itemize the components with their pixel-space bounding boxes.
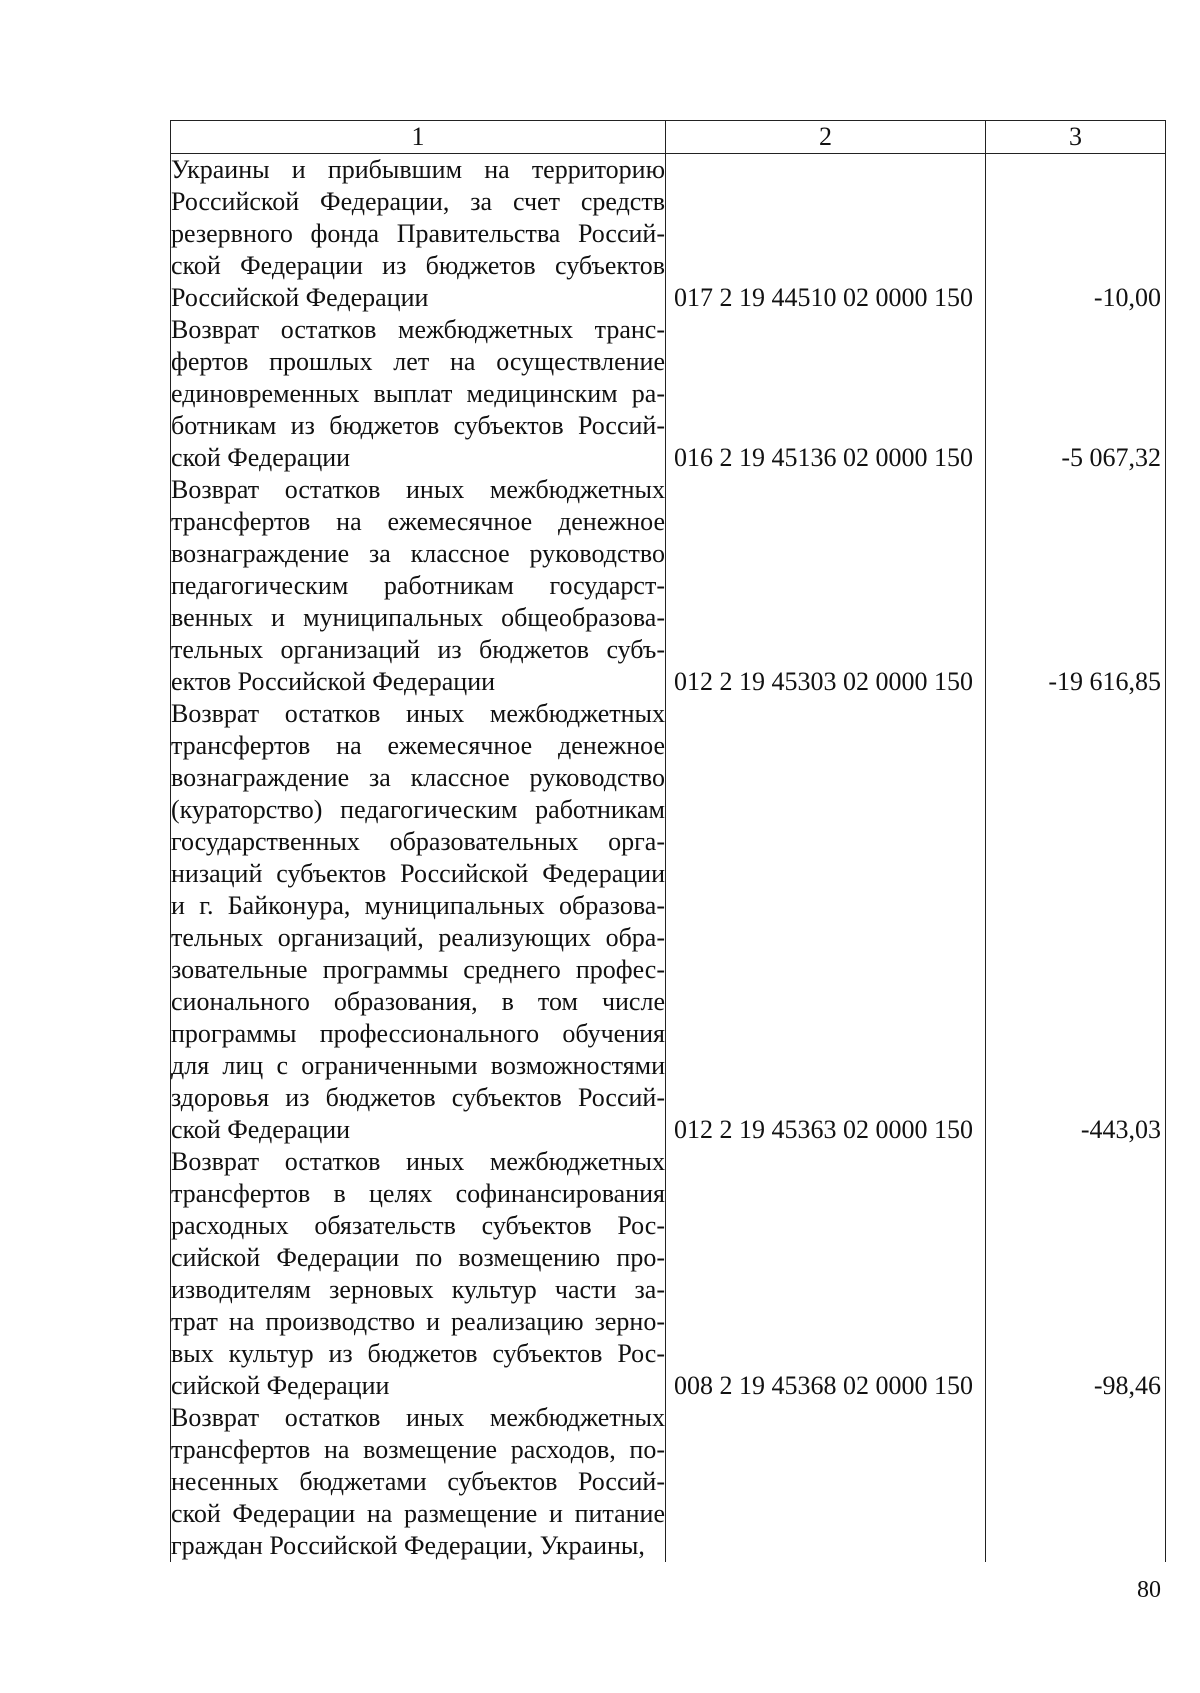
- amount-value: -5 067,32: [1061, 443, 1161, 472]
- description-line: тельных организаций, реализующих обра-: [171, 923, 665, 952]
- description-line: ской Федерации: [171, 1115, 351, 1144]
- description-line: зовательные программы среднего профес-: [171, 955, 665, 984]
- description-line: Возврат остатков межбюджетных транс-: [171, 315, 665, 344]
- table-body-row: [171, 154, 1166, 1563]
- description-line: Украины и прибывшим на территорию: [171, 155, 665, 184]
- column-header-1: 1: [171, 121, 666, 154]
- table-row: [171, 698, 665, 1146]
- description-line: Российской Федерации, за счет средств: [171, 187, 665, 216]
- description-line: расходных обязательств субъектов Рос-: [171, 1211, 665, 1240]
- description-line: вознаграждение за классное руководство: [171, 539, 665, 568]
- column-header-2: 2: [666, 121, 986, 154]
- description-line: фертов прошлых лет на осуществление: [171, 347, 665, 376]
- table-row: [171, 474, 665, 698]
- description-line: трансфертов на ежемесячное денежное: [171, 507, 665, 536]
- page-number: 80: [1137, 1577, 1161, 1603]
- description-line: здоровья из бюджетов субъектов Россий-: [171, 1083, 665, 1112]
- column-header-3: 3: [986, 121, 1166, 154]
- description-line: граждан Российской Федерации, Украины,: [171, 1531, 645, 1560]
- description-line: сийской Федерации по возмещению про-: [171, 1243, 665, 1272]
- amount-value: -443,03: [1080, 1115, 1161, 1144]
- description-line: вознаграждение за классное руководство: [171, 763, 665, 792]
- budget-table: [170, 120, 1166, 1562]
- budget-code: 008 2 19 45368 02 0000 150: [674, 1371, 973, 1400]
- table-row: [171, 1146, 665, 1402]
- description-line: программы профессионального обучения: [171, 1019, 665, 1048]
- amount-value: -98,46: [1093, 1371, 1161, 1400]
- description-line: Возврат остатков иных межбюджетных: [171, 699, 665, 728]
- description-line: тельных организаций из бюджетов субъ-: [171, 635, 665, 664]
- description-line: Возврат остатков иных межбюджетных: [171, 1403, 665, 1432]
- description-line: Возврат остатков иных межбюджетных: [171, 475, 665, 504]
- code-column: [666, 154, 986, 1563]
- description-line: трат на производство и реализацию зерно-: [171, 1307, 665, 1336]
- description-line: изводителям зерновых культур части за-: [171, 1275, 665, 1304]
- amount-column: [986, 154, 1166, 1563]
- description-line: ботникам из бюджетов субъектов Россий-: [171, 411, 665, 440]
- table-row: [171, 154, 665, 314]
- description-line: вых культур из бюджетов субъектов Рос-: [171, 1339, 665, 1368]
- description-line: педагогическим работникам государст-: [171, 571, 665, 600]
- description-line: низаций субъектов Российской Федерации: [171, 859, 665, 888]
- description-line: ской Федерации на размещение и питание: [171, 1499, 665, 1528]
- description-line: трансфертов на возмещение расходов, по-: [171, 1435, 665, 1464]
- table-header-row: [171, 121, 1166, 154]
- description-line: (кураторство) педагогическим работникам: [171, 795, 665, 824]
- description-line: ектов Российской Федерации: [171, 667, 496, 696]
- budget-code: 016 2 19 45136 02 0000 150: [674, 443, 973, 472]
- description-line: единовременных выплат медицинским ра-: [171, 379, 665, 408]
- amount-value: -10,00: [1093, 283, 1161, 312]
- description-line: для лиц с ограниченными возможностями: [171, 1051, 665, 1080]
- description-line: трансфертов в целях софинансирования: [171, 1179, 665, 1208]
- table-row: [171, 1402, 665, 1562]
- description-line: трансфертов на ежемесячное денежное: [171, 731, 665, 760]
- description-line: несенных бюджетами субъектов Россий-: [171, 1467, 665, 1496]
- description-line: сионального образования, в том числе: [171, 987, 665, 1016]
- description-line: Возврат остатков иных межбюджетных: [171, 1147, 665, 1176]
- budget-code: 012 2 19 45303 02 0000 150: [674, 667, 973, 696]
- budget-code: 017 2 19 44510 02 0000 150: [674, 283, 973, 312]
- description-line: резервного фонда Правительства Россий-: [171, 219, 665, 248]
- description-line: Российской Федерации: [171, 283, 429, 312]
- description-line: сийской Федерации: [171, 1371, 390, 1400]
- amount-value: -19 616,85: [1048, 667, 1161, 696]
- description-column: [171, 154, 666, 1563]
- table-row: [171, 314, 665, 474]
- budget-code: 012 2 19 45363 02 0000 150: [674, 1115, 973, 1144]
- description-line: ской Федерации из бюджетов субъектов: [171, 251, 665, 280]
- description-line: государственных образовательных орга-: [171, 827, 665, 856]
- description-line: и г. Байконура, муниципальных образова-: [171, 891, 665, 920]
- description-line: венных и муниципальных общеобразова-: [171, 603, 665, 632]
- description-line: ской Федерации: [171, 443, 351, 472]
